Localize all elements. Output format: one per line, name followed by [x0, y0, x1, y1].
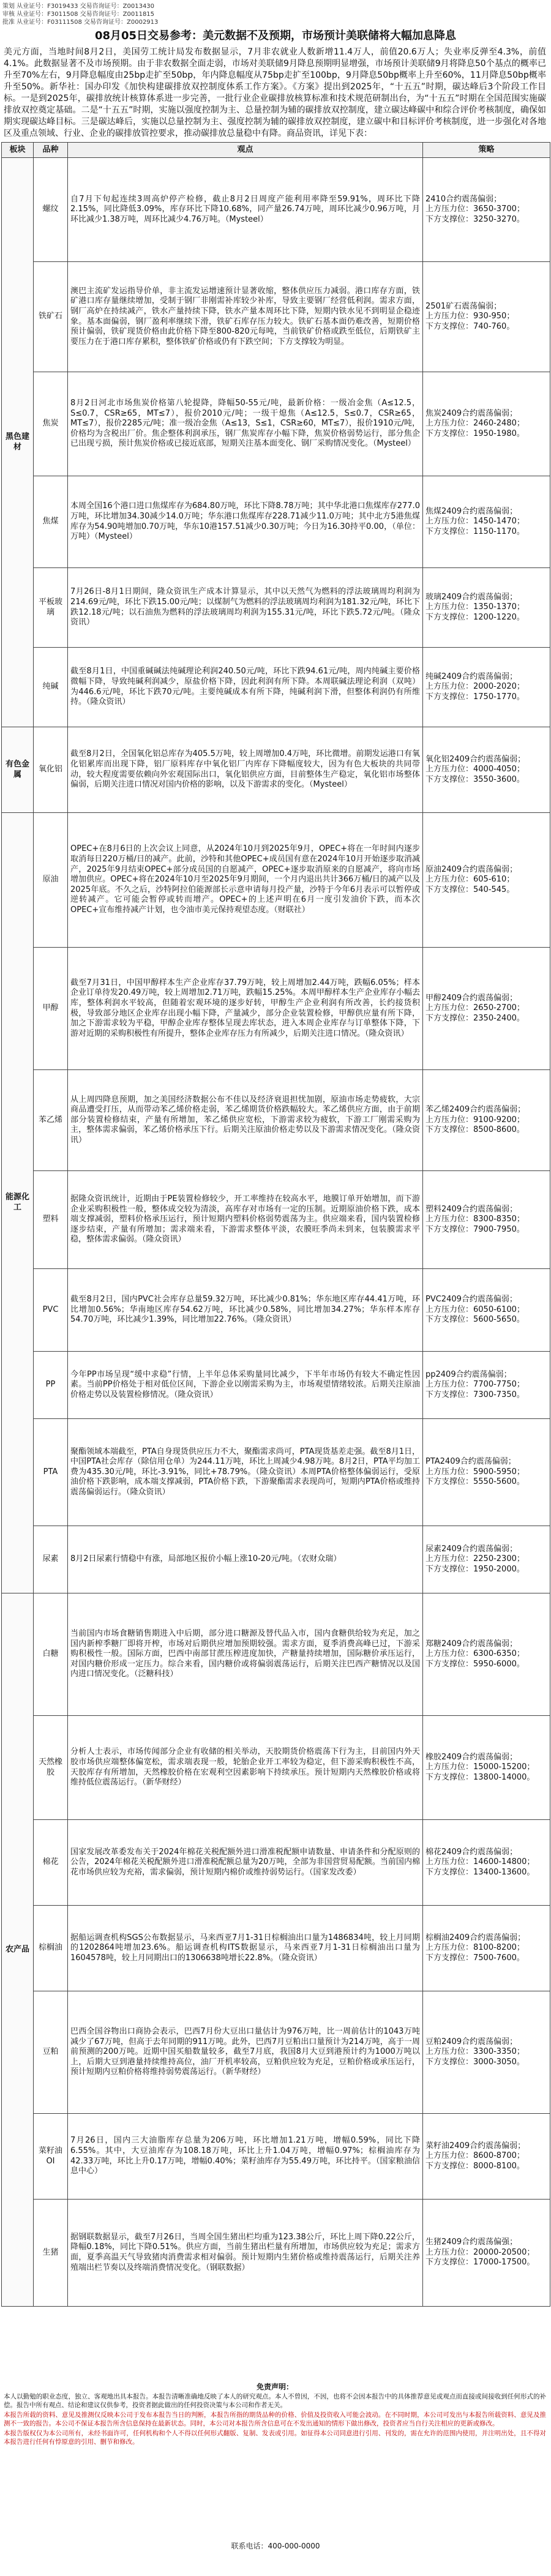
table-row: [2, 158, 550, 262]
variety-cell: PVC: [34, 1269, 68, 1352]
view-cell: OPEC+在8月6日的上次会议上同意，从2024年10月到2025年9月，OPEC+将在一年时间内逐步取消每日220万桶/日的减产。此前，沙特和其他OPEC+成员国有意在2024年10月开始逐步取消减产，2025年9月结束OPEC+部分成员国的自愿减产，OPEC+逐步取消原来的自愿减产，将向市场增加供应。OPEC+将在2024年10月至2025年9月期间，一个月内退出共计366万桶/日的减产以及2025年底。不久之后，沙特阿拉伯能源部长示意申请每月投产量，沙特于今年6月表示可以暂停或逆转减产。它可能会暂停或转而增产。OPEC+的上述声明在6月一度引发油价下跌，而本次OPEC+宣布维持减产计划，也令油市美元保持观望态度。（财联社）: [68, 813, 423, 948]
strategy-cell: 2410合约震荡偏弱； 上方压力位：3650-3700； 下方支撑位：3250-3270。: [423, 158, 550, 262]
variety-cell: 焦煤: [34, 476, 68, 568]
variety-cell: PTA: [34, 1419, 68, 1526]
table-row: [2, 948, 550, 1070]
strategy-cell: PTA2409合约震荡偏弱； 上方压力位：5900-5950； 下方支撑位：5550-5600。: [423, 1419, 550, 1526]
variety-cell: 生猪: [34, 2200, 68, 2307]
table-row: [2, 2114, 550, 2200]
strategy-cell: 氧化铝2409合约震荡偏弱； 上方压力位：4000-4050； 下方支撑位：3550-3600。: [423, 727, 550, 813]
table-row: [2, 372, 550, 476]
view-cell: 从上周四降息预期，加之美国经济数据公布不佳以及经济衰退担忧加剧，原油市场走势疲软，大宗商品遭受打压，从而带动苯乙烯价格走弱，苯乙烯期货价格跌幅较大。苯乙烯供应方面，由于前期部分装置检修结束，产量有所增加，苯乙烯供应宽松，下游需求较为疲软，下游工厂刚需采购为主，整体需求偏弱，苯乙烯价格承压下行。后期关注原油价格走势以及下游需求情况变化。（隆众资讯）: [68, 1070, 423, 1171]
table-row: [2, 1269, 550, 1352]
view-cell: 今年PP市场呈现“缓中求稳”行情，上半年总体采购量同比减少，下半年市场仍有较大不确定性因素。当前PP价格处于相对低位区间，下游企业以刚需采购为主，市场观望情绪较浓。后期关注原油价格走势以及装置检修情况。（隆众资讯）: [68, 1352, 423, 1419]
table-row: [2, 813, 550, 948]
table-row: [2, 1906, 550, 1991]
variety-cell: 棉花: [34, 1820, 68, 1906]
variety-cell: 纯碱: [34, 648, 68, 727]
disclaimer-paragraph: 本人以勤勉的职业态度，独立、客观地出具本报告。本报告清晰准确地反映了本人的研究观点。本人不曾因，不因，也将不会因本报告中的具体推荐意见或观点而直接或间接收到任何形式的补偿。报告中所有观点、结论和建议仅供参考，投资者据此做出的任何投资决策与本公司和作者无关。: [4, 2393, 546, 2409]
sector-cell: 有色金属: [2, 727, 34, 813]
strategy-cell: 郑糖2409合约震荡偏弱； 上方压力位：6300-6350； 下方支撑位：5950-6000。: [423, 1593, 550, 1716]
table-row: [2, 1526, 550, 1593]
view-cell: 自7月下旬起连续3周高炉停产检修，截止8月2日周度产能利用率降至59.91%，周环比下降2.15%，同比降低3.09%，库存环比下降10.68%，同产量26.74万吨，周环比减少0.96万吨，月环比减少1.38万吨，周环比减少4.76万吨。（Mysteel）: [68, 158, 423, 262]
view-cell: 澳巴主流矿发运指导价单，非主流发运增速预计显著收缩，整体供应压力减弱。港口库存方面，铁矿港口库存量继续增加，受制于钢厂非刚需补库较少补库，导致主要钢厂经营低利润。需求方面，钢厂高炉在持续减产，铁水产量持续下降，铁水产量本周环比下降，短期内铁水见不到明显企稳迹象。基本面偏弱，钢厂盈利率继续下滑，铁矿石库存压力较大。铁矿石基本面仍难改善，短期价格预计偏弱，铁矿现货价格由此价格下降至800-820元每吨，当前铁矿价格或跌至低位，后期铁矿主要压力在于港口库存累积，整体铁矿价格或仍有下跌空间；下方支撑较为明显。: [68, 262, 423, 372]
view-cell: 截至8月2日，国内PVC社会库存总量59.32万吨，环比减少0.81%；华东地区库存44.41万吨，环比增加0.56%；华南地区库存54.62万吨，环比减少0.58%，同比增加34.27%；华东样本库存54.70万吨，环比减少1.39%，同比增加22.76%。（隆众资讯）: [68, 1269, 423, 1352]
header-strategy: 策略: [423, 143, 550, 158]
table-row: [2, 2200, 550, 2307]
variety-cell: PP: [34, 1352, 68, 1419]
strategy-cell: 2501矿石震荡偏弱； 上方压力位：930-950； 下方支撑位：740-760。: [423, 262, 550, 372]
variety-cell: 焦炭: [34, 372, 68, 476]
page-title: 08月05日交易参考：美元数据不及预期，市场预计美联储将大幅加息降息: [94, 29, 457, 42]
strategy-cell: 甲醇2409合约震荡偏弱； 上方压力位：2650-2700； 下方支撑位：2350-2400。: [423, 948, 550, 1070]
table-row: [2, 1070, 550, 1171]
planner-line: 策划 从业证号：F3019433 交易咨询证号：Z0013430: [2, 3, 155, 10]
intro-paragraph: 美元方面，当地时间8月2日，美国劳工统计局发布数据显示，7月非农就业人数新增11.4万人，前值20.6万人；失业率反弹至4.3%，前值4.1%。此数据显著不及市场预期。由于非农数据全面走弱，市场对美联储9月降息预期明显增强，市场预计美联储9月将降息50个基点的概率已升至70%左右，9月降息幅度由25bp走扩至50bp，年内降息幅度从75bp走扩至100bp，9月降息50bp概率上升至60%，11月降息50bp概率升至50%。新华社：国办印发《加快构建碳排放双控制度体系工作方案》。《方案》提出到2025年，“十五五”时期，碳达峰后3个阶段工作目标。一是到2025年，碳排放统计核算体系进一步完善，一批行业企业碳排放核算标准和技术规范研制出台，为“十五五”时期在全国范围实施碳排放双控奠定基础。二是“十五五”时期，实施以强度控制为主、总量控制为辅的碳排放双控制度，建立碳达峰碳中和综合评价考核制度，确保如期实现碳达峰目标。三是碳达峰后，实施以总量控制为主、强度控制为辅的碳排放双控制度，建立碳中和目标评价考核制度，进一步强化对各地区及重点领域、行业、企业的碳排放管控要求，推动碳排放总量稳中有降。商品资讯，详见下表：: [4, 47, 546, 138]
variety-cell: 棕榈油: [34, 1906, 68, 1991]
table-row: [2, 568, 550, 648]
header-view: 观点: [68, 143, 423, 158]
strategy-cell: 焦煤2409合约震荡偏弱； 上方压力位：1450-1470； 下方支撑位：1150-1170。: [423, 476, 550, 568]
strategy-cell: 豆粕2409合约震荡偏弱； 上方压力位：3300-3350； 下方支撑位：3000-3050。: [423, 1991, 550, 2114]
header-variety: 品种: [34, 143, 68, 158]
strategy-cell: 玻璃2409合约震荡偏弱； 上方压力位：1350-1370； 下方支撑位：1200-1220。: [423, 568, 550, 648]
table-row: [2, 1820, 550, 1906]
view-cell: 据船运调查机构SGS公布数据显示，马来西亚7月1-31日棕榈油出口量为1486834吨，较上月同期的1202864吨增加23.6%。船运调查机构ITS数据显示，马来西亚7月1-31日棕榈油出口量为1604578吨，较上月同期出口的1306638吨增长22.8%。（隆众资讯）: [68, 1906, 423, 1991]
view-cell: 国家发展改革委发布关于2024年棉花关税配额外进口滑准税配额申请数量、申请条件和分配原则的公告，2024年棉花关税配额外进口滑准税配额总量为20万吨，全部为非国营贸易配额。当前国内棉花市场供应较为充裕，需求偏弱，预计短期内棉价或维持弱势运行。（国家发改委）: [68, 1820, 423, 1906]
table-row: [2, 1593, 550, 1716]
table-row: [2, 476, 550, 568]
view-cell: 巴西全国谷物出口商协会表示，巴西7月份大豆出口量估计为976万吨，比一周前估计的1043万吨减少了67万吨，但高于去年同期的911万吨。此外，巴西7月豆粕出口量预计为214万吨，高于一周前预测的200万吨。近期中国买船数量较多，截至7月底，我国8月大豆到港预计约为1000万吨以上，后期大豆到港量持续维持高位，油厂开机率较高，豆粕供应较为充足，豆粕价格或承压运行，预计短期内豆粕价格将维持弱势震荡运行。（新华财经）: [68, 1991, 423, 2114]
view-cell: 聚酯领域本端截至，PTA自身现货供应压力不大，聚酯需求尚可，PTA现货基差走强。截至8月1日，中国PTA社会库存（除信用仓单）为244.11万吨，环比上周减少4.98万吨。8月2日，PTA平均加工费为435.30元/吨，环比-3.91%，同比+78.79%。（隆众资讯）本周PTA价格整体偏弱运行，受原油价格下跌影响，成本端支撑减弱，PTA价格下跌，下游聚酯需求表现尚可，短期内PTA价格或维持震荡偏弱运行。（隆众资讯）: [68, 1419, 423, 1526]
view-cell: 本周全国16个港口进口焦煤库存为684.80万吨，环比下降8.78万吨；其中华北港口焦煤库存277.0万吨，环比增加34.30减少14.0万吨；华东港口焦煤库存228.71减少11.0万吨；其中北方5港焦煤库存为54.90吨增加0.70万吨，华东10港157.51减少0.30万吨；今日为16.30持平0.00，（单位：万吨）（Mysteel）: [68, 476, 423, 568]
disclaimer-paragraph: 本报告所载的资料、意见及推测仅反映本公司于发布本报告当日的判断，本报告所指的期货品种的价格、价值及投资收入可能会波动。在不同时期，本公司可发出与本报告所载资料、意见及推测不一致的报告。本公司不保证本报告所含信息保持在最新状态。同时，本公司对本报告所含信息可在不发出通知的情形下做出修改，投资者应当自行关注相应的更新或修改。: [4, 2411, 546, 2427]
table-header-row: [2, 143, 550, 158]
approver-line: 批准 从业证号：F03111508 交易咨询证号：Z0002913: [2, 19, 159, 26]
view-cell: 据隆众资讯统计，近期由于PE装置检修较少，开工率维持在较高水平，地膜订单开始增加，而下游企业采购积极性一般，整体成交较为清淡，高库存对市场有一定的压制。近期原油价格下跌，成本端支撑减弱，塑料价格承压运行，预计短期内塑料价格弱势震荡为主。供应端来看，国内装置检修逐步结束，产量有所增加；需求端来看，下游需求整体平淡，农膜旺季尚未到来，包装膜需求平稳，整体需求偏弱。（隆众资讯）: [68, 1171, 423, 1269]
table-row: [2, 1171, 550, 1269]
disclaimer: [4, 2383, 546, 2447]
sector-cell: 能源化工: [2, 813, 34, 1593]
table-row: [2, 262, 550, 372]
variety-cell: 白糖: [34, 1593, 68, 1716]
strategy-cell: PVC2409合约震荡偏弱； 上方压力位：6050-6100； 下方支撑位：5600-5650。: [423, 1269, 550, 1352]
table-row: [2, 648, 550, 727]
strategy-cell: 塑料2409合约震荡偏弱； 上方压力位：8300-8350； 下方支撑位：7900-7950。: [423, 1171, 550, 1269]
table-row: [2, 1419, 550, 1526]
sector-cell: 农产品: [2, 1593, 34, 2307]
variety-cell: 尿素: [34, 1526, 68, 1593]
table-row: [2, 1352, 550, 1419]
variety-cell: 豆粕: [34, 1991, 68, 2114]
header-sector: 板块: [2, 143, 34, 158]
variety-cell: 螺纹: [34, 158, 68, 262]
strategy-cell: 苯乙烯2409合约震荡偏弱； 上方压力位：9100-9200； 下方支撑位：8500-8600。: [423, 1070, 550, 1171]
view-cell: 据钢联数据显示，截至7月26日，当周全国生猪出栏均重为123.38公斤，环比上周下降0.22公斤，降幅0.18%，同比下降0.51%。供应方面，当前生猪出栏量有所增加，市场供应较为充足；需求方面，夏季高温天气导致猪肉消费需求相对偏弱。预计短期内生猪价格或维持震荡运行，后期关注养殖端出栏节奏以及终端消费情况变化。（钢联数据）: [68, 2200, 423, 2307]
view-cell: 分析人士表示，市场传闻部分企业有收储的相关举动，天胶期货价格震荡下行为主，目前国内外天胶市场供应端整体偏宽松，需求端表现一般，轮胎企业开工率较为稳定，但下游采购积极性不高，天胶库存有所增加，天然橡胶价格在宏观利空因素影响下持续承压。预计短期内天然橡胶价格或将维持低位震荡运行。（新华财经）: [68, 1716, 423, 1820]
variety-cell: 天然橡胶: [34, 1716, 68, 1820]
strategy-cell: pp2409合约震荡偏弱； 上方压力位：7700-7750； 下方支撑位：7300-7350。: [423, 1352, 550, 1419]
table-row: [2, 727, 550, 813]
disclaimer-heading: 免责声明：: [256, 2383, 293, 2391]
variety-cell: 菜籽油OI: [34, 2114, 68, 2200]
strategy-cell: 纯碱2409合约震荡偏弱； 上方压力位：2000-2020； 下方支撑位：1750-1770。: [423, 648, 550, 727]
view-cell: 截至8月1日，中国重碱碱法纯碱理论利润240.50元/吨，环比下跌94.61元/吨，周内纯碱主要价格微幅下降，导致纯碱利润减少，原盐价格下降，因此利润有所下降。本周联碱法理论利润（双吨）为446.6元/吨，环比下跌70元/吨。主要纯碱成本有所下降，纯碱利润下滑，但整体利润仍有所维持。（隆众资讯）: [68, 648, 423, 727]
disclaimer-paragraph: 本报告版权仅为本公司所有，未经书面许可，任何机构和个人不得以任何形式翻版、复制、发表或引用。如征得本公司同意进行引用、刊发的，需在允许的范围内使用，并注明出处，且不得对本报告进行任何有悖原意的引用、删节和修改。: [4, 2430, 546, 2446]
commodity-table: [1, 142, 550, 2307]
table-row: [2, 1716, 550, 1820]
variety-cell: 氧化铝: [34, 727, 68, 813]
strategy-cell: 原油2409合约震荡偏弱； 上方压力位：605-610； 下方支撑位：540-545。: [423, 813, 550, 948]
variety-cell: 铁矿石: [34, 262, 68, 372]
view-cell: 截至7月31日，中国甲醇样本生产企业库存37.79万吨，较上周增加2.44万吨，跌幅6.05%；样本企业订单待发20.49万吨，较上周增加2.71万吨，跌幅15.25%。本周甲醇样本生产企业库存小幅去库，整体利润水平较高，但随着宏观环境的逐步好转，甲醇生产企业利润有所改善，长约接货积极，导致部分地区企业库存出现小幅下降，产量减少，部分企业装置检修，甲醇供应量有所下降，加之下游需求较为平稳，甲醇企业库存整体呈现去库状态，进入本周企业库存与订单整体下降，下游对近期的采购积极性有所提升，整体企业库存压力有所减少，后期关注进口情况。（隆众资讯）: [68, 948, 423, 1070]
variety-cell: 平板玻璃: [34, 568, 68, 648]
strategy-cell: 焦炭2409合约震荡偏弱； 上方压力位：2460-2480； 下方支撑位：1950-1980。: [423, 372, 550, 476]
strategy-cell: 菜籽油2409合约震荡偏弱； 上方压力位：8600-8700； 下方支撑位：8000-8100。: [423, 2114, 550, 2200]
strategy-cell: 橡胶2409合约震荡偏弱； 上方压力位：15000-15200； 下方支撑位：13800-14000。: [423, 1716, 550, 1820]
variety-cell: 甲醇: [34, 948, 68, 1070]
variety-cell: 苯乙烯: [34, 1070, 68, 1171]
sector-cell: 黑色建材: [2, 158, 34, 727]
strategy-cell: 尿素2409合约震荡偏弱； 上方压力位：2250-2300； 下方支撑位：1950-2000。: [423, 1526, 550, 1593]
table-row: [2, 1991, 550, 2114]
strategy-cell: 棉花2409合约震荡偏弱； 上方压力位：14600-14800； 下方支撑位：13400-13600。: [423, 1820, 550, 1906]
strategy-cell: 棕榈油2409合约震荡偏弱； 上方压力位：8100-8200； 下方支撑位：7500-7600。: [423, 1906, 550, 1991]
report-header: [2, 2, 549, 26]
reviewer-line: 审核 从业证号：F3011508 交易咨询证号：Z0011815: [2, 11, 155, 18]
variety-cell: 原油: [34, 813, 68, 948]
view-cell: 8月2日尿素行情稳中有涨，局部地区报价小幅上涨10-20元/吨。（农财众瑞）: [68, 1526, 423, 1593]
strategy-cell: 生猪2409合约震荡偏强； 上方压力位：20000-20500； 下方支撑位：17000-17500。: [423, 2200, 550, 2307]
contact-line: 联系电话：400-000-0000: [231, 2542, 320, 2550]
view-cell: 7月26日-8月1日期间，隆众资讯生产成本计算显示，其中以天然气为燃料的浮法玻璃周均利润为214.69元/吨，环比下跌15.00元/吨；以煤制气为燃料的浮法玻璃周均利润为181.32元/吨，环比下跌12.18元/吨；以石油焦为燃料的浮法玻璃周均利润为155.31元/吨，环比下跌5.72元/吨。（隆众资讯）: [68, 568, 423, 648]
view-cell: 8月2日河北市场焦炭价格第八轮提降，降幅50-55元/吨，最新价格：一级冶金焦（A≤12.5，S≤0.7，CSR≥65，MT≤7），报价2010元/吨；一级干熄焦（A≤12.5，S≤0.7，CSR≥65，MT≤7），报价2285元/吨；准一级冶金焦（A≤13，S≤1，CSR≥60，MT≤7），报价1910元/吨，价格均为含税出厂价。焦企整体利润承压，钢厂焦炭库存小幅下降，焦炭价格弱势运行，部分焦企已出现亏损，预计焦炭价格或已接近底部，短期关注基本面变化、钢厂采购情况变化。（Mysteel）: [68, 372, 423, 476]
variety-cell: 塑料: [34, 1171, 68, 1269]
view-cell: 7月26日，国内三大油脂库存总量为206万吨，环比增加1.21万吨，增幅0.59%，同比下降6.55%。其中，大豆油库存为108.18万吨，环比上升1.04万吨，增幅0.97%；棕榈油库存为42.33万吨，环比上升0.17万吨，增幅0.40%；菜籽油库存为55.49万吨，环比持平。（国家粮油信息中心）: [68, 2114, 423, 2200]
view-cell: 截至8月2日，全国氧化铝总库存为405.5万吨，较上周增加0.4万吨，环比微增。前期发运港口有氧化铝累库而出现下降，铝厂原料库存中氧化铝厂内库存下降幅度较大，因为有色大板块的共同带动，较大程度需要依赖向外宏观国际出口，氧化铝供应方面，目前整体生产稳定，氧化铝市场整体偏弱，后期关注进口情况对国内价格的影响，以及下游需求的变化。（Mysteel）: [68, 727, 423, 813]
view-cell: 当前国内市场食糖销售期进入中后期，部分进口糖源及替代品入市，国内食糖供给较为充足，加之国内新榨季糖厂即将开榨，市场对后期供应增加预期较强。需求方面，夏季消费高峰已过，下游采购积极性一般。国际方面，巴西中南部甘蔗压榨进度加快，产糖量持续增加，国际糖价承压运行，对国内糖价形成一定压力。综合来看，国内糖价或将偏弱震荡运行，后期关注巴西产糖情况以及国内进口情况变化。（泛糖科技）: [68, 1593, 423, 1716]
